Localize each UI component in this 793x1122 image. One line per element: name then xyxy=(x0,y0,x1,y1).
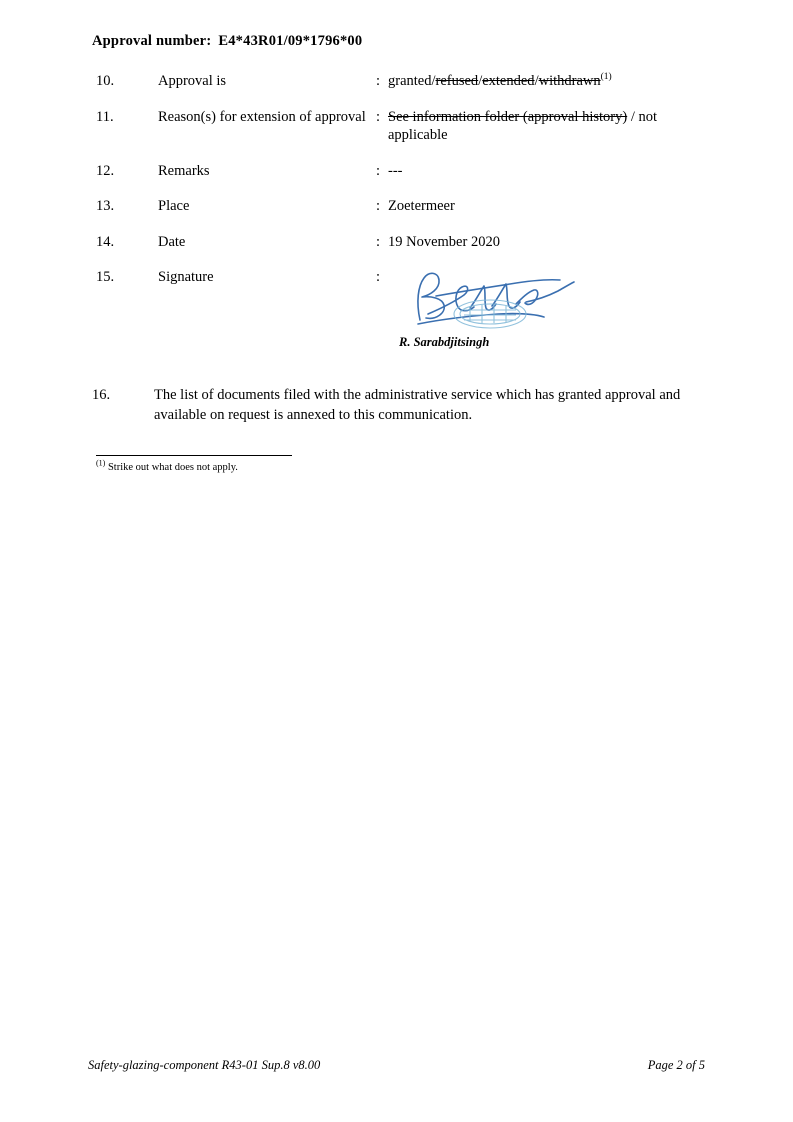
form-row-13 xyxy=(96,197,702,216)
form-items xyxy=(96,72,702,364)
item-label: Place xyxy=(158,198,190,215)
separator-3: / xyxy=(534,73,539,89)
item-text-document-list: The list of documents filed with the administrative service which has granted approval and available on request is annexed to this communication. xyxy=(154,387,681,423)
footnote-marker: (1) xyxy=(600,72,612,83)
option-extended: extended xyxy=(482,73,535,89)
option-withdrawn: withdrawn xyxy=(538,73,601,89)
form-row-15 xyxy=(96,268,702,364)
item-number: 11. xyxy=(96,108,114,125)
item-number: 15. xyxy=(96,269,115,286)
page-footer xyxy=(88,1058,705,1073)
item-colon: : xyxy=(376,162,381,179)
item-colon: : xyxy=(376,108,381,125)
item-label: Approval is xyxy=(158,73,227,89)
signature-block xyxy=(388,268,718,364)
footnote-marker: (1) xyxy=(96,458,106,468)
option-granted: granted xyxy=(388,73,432,89)
signature-name: R. Sarabdjitsingh xyxy=(399,335,490,350)
footnote-text: Strike out what does not apply. xyxy=(107,462,238,473)
approval-number-value: E4*43R01/09*1796*00 xyxy=(218,33,363,49)
handwritten-signature-icon xyxy=(398,262,598,342)
item-label: Reason(s) for extension of approval xyxy=(158,108,366,125)
item-label: Signature xyxy=(158,269,214,286)
separator-2: / xyxy=(478,73,483,89)
form-row-12 xyxy=(96,162,702,181)
form-row-10 xyxy=(96,72,702,91)
item-colon: : xyxy=(376,269,381,286)
separator-1: / xyxy=(431,73,436,89)
item-value-date: 19 November 2020 xyxy=(388,233,500,250)
footer-document-reference: Safety-glazing-component R43-01 Sup.8 v8.00 xyxy=(88,1058,321,1072)
item-number: 10. xyxy=(96,73,115,89)
item-value-place: Zoetermeer xyxy=(388,198,455,215)
item-number: 12. xyxy=(96,162,115,179)
item-value-extension-reason xyxy=(388,108,702,145)
approval-number xyxy=(92,33,702,50)
item-number: 13. xyxy=(96,198,115,215)
item-value-approval-status xyxy=(388,72,702,91)
item-number: 16. xyxy=(92,387,111,404)
item-colon: : xyxy=(376,73,381,89)
option-refused: refused xyxy=(435,73,479,89)
item-colon: : xyxy=(376,233,381,250)
reason-rest-text: / not applicable xyxy=(388,108,657,144)
footnote-divider xyxy=(96,455,292,456)
item-colon: : xyxy=(376,198,381,215)
approval-number-label: Approval number: xyxy=(92,33,212,49)
form-row-11 xyxy=(96,108,702,145)
footer-page-number: Page 2 of 5 xyxy=(647,1058,705,1072)
item-label: Remarks xyxy=(158,162,210,179)
item-label: Date xyxy=(158,233,186,250)
form-row-14 xyxy=(96,233,702,252)
item-number: 14. xyxy=(96,233,115,250)
item-value-remarks: --- xyxy=(388,162,403,179)
document-content xyxy=(92,33,702,425)
struck-reason-text: See information folder (approval history) xyxy=(388,108,628,125)
form-row-16 xyxy=(92,386,702,425)
footnote xyxy=(96,458,238,473)
